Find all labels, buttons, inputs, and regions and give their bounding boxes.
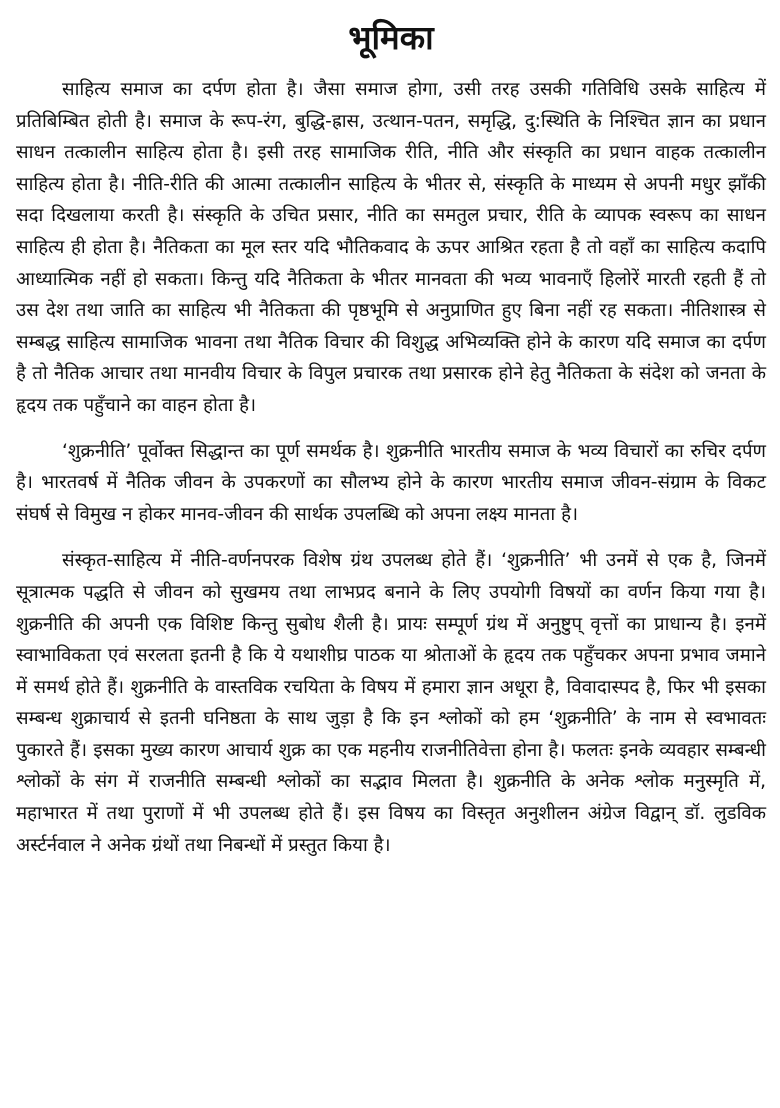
- paragraph-literature-mirror-of-society: साहित्य समाज का दर्पण होता है। जैसा समाज होगा, उसी तरह उसकी गतिविधि उसके साहित्य में प्रतिबिम्बित होती है। समाज के रूप-रंग, बुद्धि-ह्रास, उत्थान-पतन, समृद्धि, दु:स्थिति के निश्चित ज्ञान का प्रधान साधन तत्कालीन साहित्य होता है। इसी तरह सामाजिक रीति, नीति और संस्कृति का प्रधान वाहक तत्कालीन साहित्य होता है। नीति-रीति की आत्मा तत्कालीन साहित्य के भीतर से, संस्कृति के माध्यम से अपनी मधुर झाँकी सदा दिखलाया करती है। संस्कृति के उचित प्रसार, नीति का समतुल प्रचार, रीति के व्यापक स्वरूप का साधन साहित्य ही होता है। नैतिकता का मूल स्तर यदि भौतिकवाद के ऊपर आश्रित रहता है तो वहाँ का साहित्य कदापि आध्यात्मिक नहीं हो सकता। किन्तु यदि नैतिकता के भीतर मानवता की भव्य भावनाएँ हिलोरें मारती रहती हैं तो उस देश तथा जाति का साहित्य भी नैतिकता की पृष्ठभूमि से अनुप्राणित हुए बिना नहीं रह सकता। नीतिशास्त्र से सम्बद्ध साहित्य सामाजिक भावना तथा नैतिक विचार की विशुद्ध अभिव्यक्ति होने के कारण यदि समाज का दर्पण है तो नैतिक आचार तथा मानवीय विचार के विपुल प्रचारक तथा प्रसारक होने हेतु नैतिकता के संदेश को जनता के हृदय तक पहुँचाने का वाहन होता है।: [16, 79, 766, 416]
- paragraph-sanskrit-niti-literature: संस्कृत-साहित्य में नीति-वर्णनपरक विशेष ग्रंथ उपलब्ध होते हैं। ‘शुक्रनीति’ भी उनमें से एक है, जिनमें सूत्रात्मक पद्धति से जीवन को सुखमय तथा लाभप्रद बनाने के लिए उपयोगी विषयों का वर्णन किया गया है। शुक्रनीति की अपनी एक विशिष्ट किन्तु सुबोध शैली है। प्रायः सम्पूर्ण ग्रंथ में अनुष्टुप् वृत्तों का प्राधान्य है। इनमें स्वाभाविकता एवं सरलता इतनी है कि ये यथाशीघ्र पाठक या श्रोताओं के हृदय तक पहुँचकर अपना प्रभाव जमाने में समर्थ होते हैं। शुक्रनीति के वास्तविक रचयिता के विषय में हमारा ज्ञान अधूरा है, विवादास्पद है, फिर भी इसका सम्बन्ध शुक्राचार्य से इतनी घनिष्ठता के साथ जुड़ा है कि इन श्लोकों को हम ‘शुक्रनीति’ के नाम से स्वभावतः पुकारते हैं। इसका मुख्य कारण आचार्य शुक्र का एक महनीय राजनीतिवेत्ता होना है। फलतः इनके व्यवहार सम्बन्धी श्लोकों के संग में राजनीति सम्बन्धी श्लोकों का सद्भाव मिलता है। शुक्रनीति के अनेक श्लोक मनुस्मृति में, महाभारत में तथा पुराणों में भी उपलब्ध होते हैं। इस विषय का विस्तृत अनुशीलन अंग्रेज विद्वान् डॉ. लुडविक अर्स्टर्नवाल ने अनेक ग्रंथों तथा निबन्धों में प्रस्तुत किया है।: [16, 550, 766, 856]
- paragraph-shukraniti-supporter: ‘शुक्रनीति’ पूर्वोक्त सिद्धान्त का पूर्ण समर्थक है। शुक्रनीति भारतीय समाज के भव्य विचारों का रुचिर दर्पण है। भारतवर्ष में नैतिक जीवन के उपकरणों का सौलभ्य होने के कारण भारतीय समाज जीवन-संग्राम के विकट संघर्ष से विमुख न होकर मानव-जीवन की सार्थक उपलब्धि को अपना लक्ष्य मानता है।: [16, 440, 766, 525]
- page-title: भूमिका: [348, 18, 434, 57]
